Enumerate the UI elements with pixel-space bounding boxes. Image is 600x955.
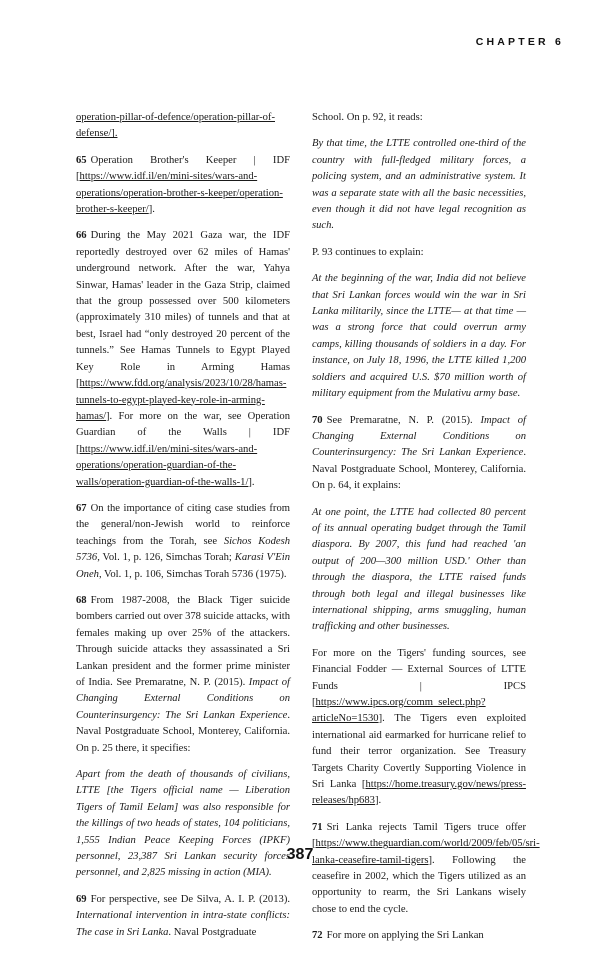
treasury-link[interactable]: https://home.treasury.gov/news/press-releases/hp683: [312, 779, 526, 807]
note-number: 70: [312, 414, 323, 426]
note-64-tail: [76, 110, 290, 143]
note-number: 68: [76, 594, 87, 606]
block-quote-war-beginning: At the beginning of the war, India did not believe that Sri Lankan forces would win the war in Sri Lanka militarily, since the LTTE— at that time — was a strong force that could overrun army camps, killing thousands of soldiers in a day. For instance, on July 18, 1996, the LTTE killed 1,200 soldiers and acquired U.S. $70 million worth of military equipment from the Mulativu army base.: [312, 273, 526, 400]
note-64-link[interactable]: operation-pillar-of-defence/operation-pillar-of-defense/].: [76, 112, 275, 140]
block-quote-funding: At one point, the LTTE had collected 80 percent of its annual operating budget through the Tamil diaspora. By 2007, this fund had reached 'an output of 200—300 million USD.' Other than through the diaspora, the LTTE raised funds through both legal and illegal businesses like international shipping, arms smuggling, human trafficking and other businesses.: [312, 506, 526, 633]
note-text: . Naval Postgraduate School, Monterey, California. On p. 25 there, it specifies:: [76, 709, 290, 754]
note-70: [312, 413, 526, 495]
note-text: . Naval Postgraduate: [168, 926, 257, 938]
block-quote-ltte-control: By that time, the LTTE controlled one-third of the country with full-fledged military forces, a policing system, and an administrative system. It was a separate state with all the basic necessities, even though it did not have legal recognition as such.: [312, 138, 526, 232]
note-text: ].: [248, 476, 255, 488]
note-69-continued: School. On p. 92, it reads:: [312, 112, 423, 123]
page-number: 387: [286, 846, 314, 863]
funding-note: [312, 646, 526, 810]
source-title: Impact of Changing External Conditions on Counterinsurgency: The Sri Lankan Experience: [76, 677, 290, 721]
source-title: Impact of Changing External Conditions on Counterinsurgency: The Sri Lankan Experience: [312, 414, 526, 459]
note-text: For perspective, see De Silva, A. I. P. (2013).: [90, 893, 290, 905]
note-number: 69: [76, 893, 87, 905]
note-text: ].: [374, 795, 382, 807]
source-title: Sichos Kodesh 5736: [76, 535, 290, 564]
note-text: On the importance of citing case studies from the general/non-Jewish world to reinforce teachings from the Torah, see: [76, 502, 290, 547]
note-text: For more on the Tigers' funding sources, see Financial Fodder — External Sources of LTTE Funds | IPCS [: [312, 647, 526, 708]
note-text: See Premaratne, N. P. (2015).: [326, 414, 481, 426]
ipcs-link[interactable]: https://www.ipcs.org/comm_select.php?articleNo=1530: [312, 697, 486, 725]
right-column: [312, 110, 540, 955]
note-66-link-idf[interactable]: https://www.idf.il/en/mini-sites/wars-and-operations/operation-guardian-of-the-walls/operation-guardian-of-the-walls-1/: [76, 443, 258, 488]
note-text: Operation Brother's Keeper | IDF [: [76, 154, 290, 183]
note-number: 71: [312, 821, 323, 833]
note-72: [312, 928, 526, 944]
note-text: , Vol. 1, p. 126, Simchas Torah;: [97, 552, 235, 564]
note-71: [312, 820, 540, 918]
note-number: 67: [76, 502, 87, 514]
note-text: . Naval Postgraduate School, Monterey, California. On p. 64, it explains:: [312, 447, 526, 492]
note-68: [76, 593, 290, 757]
note-65: [76, 153, 290, 219]
note-text: For more on applying the Sri Lankan: [326, 930, 484, 942]
source-title: Karasi V'Ein Oneh: [76, 552, 290, 580]
source-title: International intervention in intra-state conflicts: The case in Sri Lanka: [76, 910, 290, 938]
note-text: ]. Following the ceasefire in 2002, which the Tigers utilized as an opportunity to rearm, the Sri Lankans wisely chose to end the cycle.: [312, 854, 526, 915]
note-text: ].: [148, 204, 155, 216]
note-number: 66: [76, 230, 87, 242]
note-66: [76, 228, 290, 491]
note-69: [76, 892, 290, 941]
note-number: 72: [312, 930, 323, 942]
note-65-link[interactable]: https://www.idf.il/en/mini-sites/wars-and-operations/operation-brother-s-keeper/operation-brother-s-keeper/: [76, 171, 283, 216]
note-text: During the May 2021 Gaza war, the IDF reportedly destroyed over 62 miles of Hamas' underground network. After the war, Yahya Sinwar, Hamas' leader in the Gaza Strip, claimed that the group possessed over 500 kilometers (approximately 310 miles) of tunnels and that at best, Israel had “only destroyed 20 percent of the tunnels.” See Hamas Tunnels to Egypt Played Key Role in Arming Hamas [: [76, 230, 290, 390]
left-column: [76, 110, 290, 951]
p93-intro: P. 93 continues to explain:: [312, 246, 424, 258]
block-quote-ltte-deaths: Apart from the death of thousands of civilians, LTTE [the Tigers official name — Liberation Tigers of Tamil Eelam] was also responsible for the killings of two heads of states, 104 politicians, 1,555 Indian Peace Keeping Forces (IPKF) personnel, 23,387 Sri Lankan security forces personnel, and 2,825 missing in action (MIA).: [76, 769, 290, 879]
note-text: , Vol. 1, p. 106, Simchas Torah 5736 (1975).: [98, 568, 287, 580]
note-66-link-fdd[interactable]: https://www.fdd.org/analysis/2023/10/28/hamas-tunnels-to-egypt-played-key-role-in-arming-hamas/: [76, 378, 287, 422]
note-text: ]. For more on the war, see Operation Guardian of the Walls | IDF [: [76, 410, 290, 455]
note-text: ]. The Tigers even exploited international aid earmarked for hurricane relief to fund their terror organization. See Treasury Targets Charity Covertly Supporting Violence in Sri Lanka [: [312, 713, 526, 791]
note-67: [76, 501, 290, 583]
note-text: Sri Lanka rejects Tamil Tigers truce offer [: [312, 821, 526, 850]
note-number: 65: [76, 154, 87, 166]
chapter-header: CHAPTER 6: [475, 36, 564, 48]
note-text: From 1987-2008, the Black Tiger suicide bombers carried out over 378 suicide attacks, with females making up over 25% of the attackers. Through suicide attacks they assassinated a Sri Lankan president and the former prime minister of India. See Premaratne, N. P. (2015).: [76, 594, 290, 688]
guardian-link[interactable]: https://www.theguardian.com/world/2009/feb/05/sri-lanka-ceasefire-tamil-tigers: [312, 838, 540, 866]
